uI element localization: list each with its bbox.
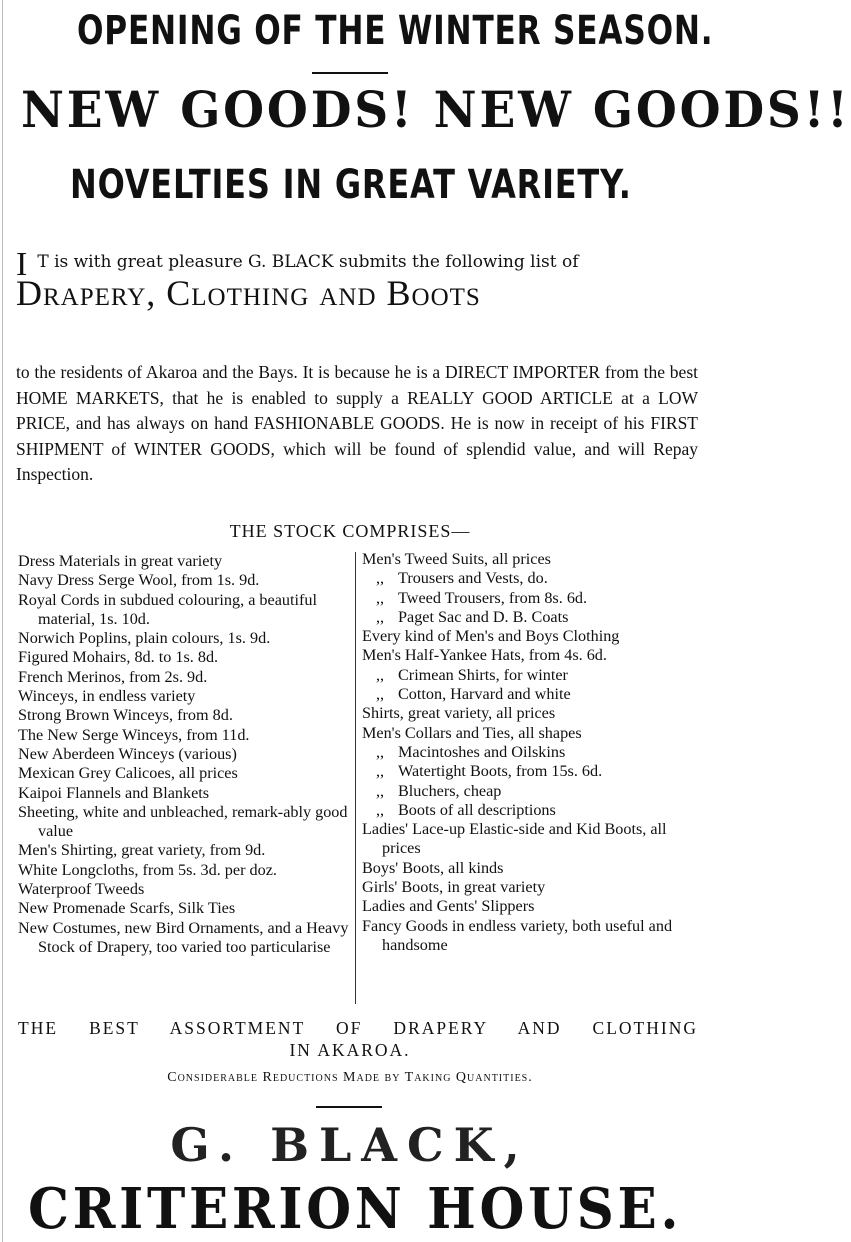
intro-text: T is with great pleasure G. BLACK submits the following list of [37,252,579,272]
footer-divider [316,1106,382,1108]
list-item: Men's Tweed Suits, all prices [362,550,551,568]
best-assortment-line: THE BEST ASSORTMENT OF DRAPERY AND CLOTHING [18,1018,698,1038]
akaroa-line: IN AKAROA. [289,1040,411,1060]
drapery-headline-text: Drapery, Clothing and Boots [16,273,481,313]
list-item: ,, Bluchers, cheap [362,782,698,801]
list-item: ,, Trousers and Vests, do. [362,569,698,588]
ditto-mark: ,, [375,607,385,626]
list-item: Girls' Boots, in great variety [362,878,546,897]
list-item: Boys' Boots, all kinds [362,858,504,877]
proprietor-name: G. BLACK, [170,1118,530,1172]
list-item: ,, Cotton, Harvard and white [362,685,698,704]
list-item: Norwich Poplins, plain colours, 1s. 9d. [18,629,271,648]
list-item: Shirts, great variety, all prices [362,704,556,723]
title-divider [312,72,388,74]
list-item: The New Serge Winceys, from 11d. [18,725,250,744]
list-item: Waterproof Tweeds [18,880,145,899]
list-item: Ladies and Gents' Slippers [362,897,535,916]
criterion-house-title: CRITERION HOUSE. [28,1176,683,1242]
stock-heading: THE STOCK COMPRISES— [229,521,471,541]
list-item: ,, Boots of all descriptions [362,801,698,820]
list-item: Every kind of Men's and Boys Clothing [362,627,620,646]
list-item: ,, Crimean Shirts, for winter [362,666,698,685]
list-item: Mexican Grey Calicoes, all prices [18,764,238,783]
ditto-mark: ,, [375,665,385,684]
list-item: Fancy Goods in endless variety, both useful and handsome [362,916,673,954]
new-goods-heading: NEW GOODS! NEW GOODS!! [21,80,851,139]
list-item: New Costumes, new Bird Ornaments, and a Heavy Stock of Drapery, too varied too particularise [18,918,349,956]
ditto-mark: ,, [375,762,385,781]
list-item: New Promenade Scarfs, Silk Ties [18,899,236,918]
season-title: OPENING OF THE WINTER SEASON. [77,8,714,54]
list-item: Men's Collars and Ties, all shapes [362,723,582,742]
ditto-mark: ,, [375,800,385,819]
list-item: ,, Paget Sac and D. B. Coats [362,608,698,627]
list-item: Ladies' Lace-up Elastic-side and Kid Boots, all prices [362,820,667,858]
list-item: Men's Shirting, great variety, from 9d. [18,841,266,860]
intro-body: to the residents of Akaroa and the Bays. It is because he is a DIRECT IMPORTER from the best HOME MARKETS, that he is enabled to supply a REALLY GOOD ARTICLE at a LOW PRICE, and has always on hand FASHIONABLE GOODS. He is now in receipt of his FIRST SHIPMENT of WINTER GOODS, which will be found of splendid value, and will Repay Inspection. [16,362,698,484]
list-item: New Aberdeen Winceys (various) [18,744,237,763]
list-item: Navy Dress Serge Wool, from 1s. 9d. [18,571,260,590]
reductions-notice: Considerable Reductions Made by Taking Quantities. [167,1070,533,1085]
list-item: French Merinos, from 2s. 9d. [18,667,208,686]
drapery-headline [16,272,698,314]
ditto-mark: ,, [375,685,385,704]
list-item: ,, Tweed Trousers, from 8s. 6d. [362,589,698,608]
list-item: Winceys, in endless variety [18,687,196,706]
list-item: Figured Mohairs, 8d. to 1s. 8d. [18,648,219,667]
ditto-mark: ,, [375,569,385,588]
list-item: Sheeting, white and unbleached, remark-ably good value [18,802,348,841]
stock-list-left [18,552,353,957]
list-item: White Longcloths, from 5s. 3d. per doz. [18,860,277,879]
list-item: Strong Brown Winceys, from 8d. [18,706,233,725]
list-item: ,, Macintoshes and Oilskins [362,743,698,762]
column-divider [355,552,356,1004]
ditto-mark: ,, [375,781,385,800]
stock-list-right [362,550,698,955]
list-item: Dress Materials in great variety [18,552,223,570]
list-item: Royal Cords in subdued colouring, a beautiful material, 1s. 10d. [18,590,317,628]
ditto-mark: ,, [375,742,385,761]
list-item: ,, Watertight Boots, from 15s. 6d. [362,762,698,781]
list-item: Men's Half-Yankee Hats, from 4s. 6d. [362,646,607,665]
list-item: Kaipoi Flannels and Blankets [18,783,210,802]
ditto-mark: ,, [375,588,385,607]
drop-cap: I [16,246,28,283]
novelties-heading: NOVELTIES IN GREAT VARIETY. [70,162,632,208]
